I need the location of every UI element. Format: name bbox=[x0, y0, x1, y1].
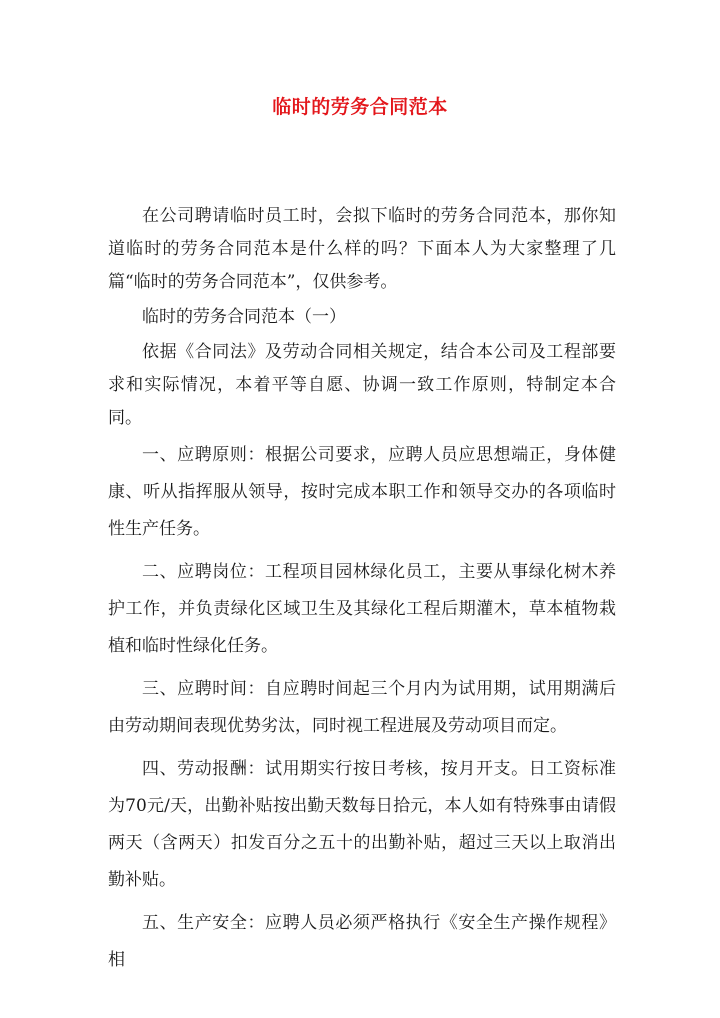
clause-1-paragraph: 一、应聘原则：根据公司要求，应聘人员应思想端正，身体健康、听从指挥服从领导，按时完成本职工作和领导交办的各项临时性生产任务。 bbox=[108, 445, 616, 539]
clause-5-paragraph: 五、生产安全：应聘人员必须严格执行《安全生产操作规程》相 bbox=[108, 913, 616, 970]
clause-3-paragraph: 三、应聘时间：自应聘时间起三个月内为试用期，试用期满后由劳动期间表现优势劣汰，同时视工程进展及劳动项目而定。 bbox=[108, 679, 616, 736]
preamble-paragraph: 依据《合同法》及劳动合同相关规定，结合本公司及工程部要求和实际情况，本着平等自愿、协调一致工作原则，特制定本合同。 bbox=[108, 342, 616, 428]
document-title: 临时的劳务合同范本 bbox=[272, 96, 448, 118]
clause-4-paragraph: 四、劳动报酬：试用期实行按日考核，按月开支。日工资标准为70元/天，出勤补贴按出勤天数每日拾元，本人如有特殊事由请假两天（含两天）扣发百分之五十的出勤补贴，超过三天以上取消出勤补贴。 bbox=[108, 759, 616, 890]
section-heading: 临时的劳务合同范本（一） bbox=[142, 307, 346, 327]
clause-2-paragraph: 二、应聘岗位：工程项目园林绿化员工，主要从事绿化树木养护工作，并负责绿化区域卫生及其绿化工程后期灌木，草本植物栽植和临时性绿化任务。 bbox=[108, 562, 616, 656]
document-body bbox=[108, 200, 616, 979]
intro-paragraph: 在公司聘请临时员工时，会拟下临时的劳务合同范本，那你知道临时的劳务合同范本是什么样的吗？下面本人为大家整理了几篇“临时的劳务合同范本”，仅供参考。 bbox=[108, 206, 616, 292]
